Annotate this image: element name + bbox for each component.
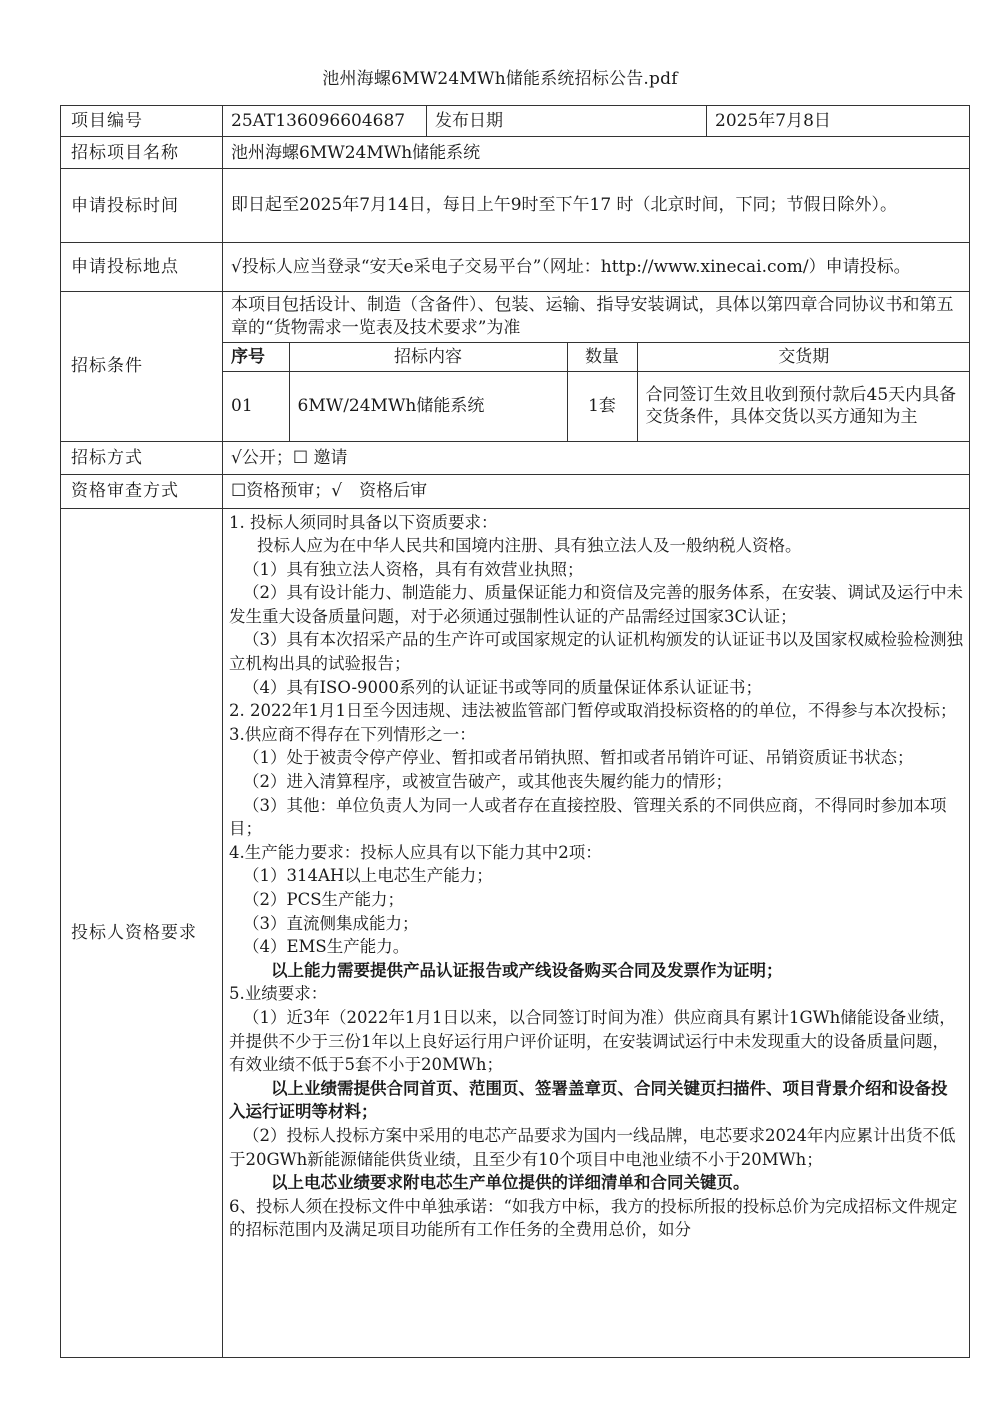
qual-line: 投标人应为在中华人民共和国境内注册、具有独立法人及一般纳税人资格。 [257,536,802,556]
conditions-label: 招标条件 [61,292,223,442]
review-value: ☐资格预审；√ 资格后审 [223,474,970,508]
conditions-data-row [223,372,970,441]
qual-line: 2. 2022年1月1日至今因违规、违法被监管部门暂停或取消投标资格的的单位，不得参与本次投标； [229,701,957,721]
row-method [61,441,970,474]
row-no: 01 [223,372,289,441]
qual-line: 4.生产能力要求：投标人应具有以下能力其中2项： [229,842,602,862]
row-qty: 1套 [567,372,637,441]
conditions-header-row [223,343,970,372]
row-project-name [61,137,970,169]
qual-line: （1）314AH以上电芯生产能力； [243,866,493,886]
publish-date-value: 2025年7月8日 [707,106,970,137]
method-value: √公开；☐ 邀请 [223,441,970,474]
qual-line: （2）PCS生产能力； [243,890,405,909]
qual-line: 5.业绩要求： [229,984,328,1004]
qual-line: 3.供应商不得存在下列情形之一： [229,724,476,744]
document-title: 池州海螺6MW24MWh储能系统招标公告.pdf [322,69,678,89]
review-label: 资格审查方式 [61,474,223,508]
qual-line: （1）处于被责令停产停业、暂扣或者吊销执照、暂扣或者吊销许可证、吊销资质证书状态； [243,748,914,768]
row-project-no [61,106,970,137]
conditions-inner-table [223,292,970,441]
row-apply-time [61,169,970,243]
qual-line: （3）具有本次招采产品的生产许可或国家规定的认证机构颁发的认证证书以及国家权威检验检测独立机构出具的试验报告； [229,630,963,674]
row-content: 6MW/24MWh储能系统 [289,372,567,441]
qual-line: （2）投标人投标方案中采用的电芯产品要求为国内一线品牌，电芯要求2024年内应累计出货不低于20GWh新能源储能供货业绩，且至少有10个项目中电池业绩不小于20MWh； [229,1125,956,1169]
row-delivery: 合同签订生效且收到预付款后45天内具备交货条件，具体交货以买方通知为主 [637,372,970,441]
project-no-value: 25AT136096604687 [223,106,427,137]
qualification-content [223,508,970,1357]
header-qty: 数量 [567,343,637,372]
apply-place-value: √投标人应当登录“安天e采电子交易平台”（网址：http://www.xinecai.com/）申请投标。 [223,243,970,292]
header-content: 招标内容 [289,343,567,372]
row-conditions [61,292,970,442]
qual-line: （4）具有ISO-9000系列的认证证书或等同的质量保证体系认证证书； [243,677,763,697]
qualification-label: 投标人资格要求 [61,508,223,1357]
project-name-label: 招标项目名称 [61,137,223,169]
conditions-intro: 本项目包括设计、制造（含备件）、包装、运输、指导安装调试，具体以第四章合同协议书和第五章的“货物需求一览表及技术要求”为准 [223,292,970,343]
qual-line: 1. 投标人须同时具备以下资质要求： [229,512,498,532]
qual-line-bold: 以上能力需要提供产品认证报告或产线设备购买合同及发票作为证明； [271,960,783,980]
qual-line: （3）直流侧集成能力； [243,913,419,933]
project-name-value: 池州海螺6MW24MWh储能系统 [223,137,970,169]
publish-date-label: 发布日期 [427,106,707,137]
qual-line: 6、投标人须在投标文件中单独承诺：“如我方中标，我方的投标所报的投标总价为完成招标文件规定的招标范围内及满足项目功能所有工作任务的全费用总价，如分 [229,1196,958,1240]
header-delivery: 交货期 [637,343,970,372]
qual-line: （3）其他：单位负责人为同一人或者存在直接控股、管理关系的不同供应商，不得同时参加本项目； [229,795,947,839]
qual-line-bold: 以上业绩需提供合同首页、范围页、签署盖章页、合同关键页扫描件、项目背景介绍和设备投入运行证明等材料； [229,1078,948,1122]
header-no: 序号 [223,343,289,372]
method-label: 招标方式 [61,441,223,474]
row-review [61,474,970,508]
qual-line: （1）具有独立法人资格，具有有效营业执照； [243,559,584,579]
qual-line-bold: 以上电芯业绩要求附电芯生产单位提供的详细清单和合同关键页。 [271,1173,750,1193]
qual-line: （1）近3年（2022年1月1日以来，以合同签订时间为准）供应商具有累计1GWh储能设备业绩，并提供不少于三份1年以上良好运行用户评价证明，在安装调试运行中未发现重大的设备质量问题，有效业绩不低于5套不小于20MWh； [229,1007,956,1075]
qual-line: （2）进入清算程序，或被宣告破产，或其他丧失履约能力的情形； [243,772,732,792]
tender-info-table [60,105,970,1358]
project-no-label: 项目编号 [61,106,223,137]
apply-time-label: 申请投标时间 [61,169,223,243]
row-apply-place [61,243,970,292]
qual-line: （4）EMS生产能力。 [243,937,410,957]
qual-line: （2）具有设计能力、制造能力、质量保证能力和资信及完善的服务体系，在安装、调试及运行中未发生重大设备质量问题，对于必须通过强制性认证的产品需经过国家3C认证； [229,583,963,626]
row-qualification [61,508,970,1357]
apply-place-label: 申请投标地点 [61,243,223,292]
conditions-cell [223,292,970,442]
apply-time-value: 即日起至2025年7月14日，每日上午9时至下午17 时（北京时间，下同；节假日除外）。 [223,169,970,243]
